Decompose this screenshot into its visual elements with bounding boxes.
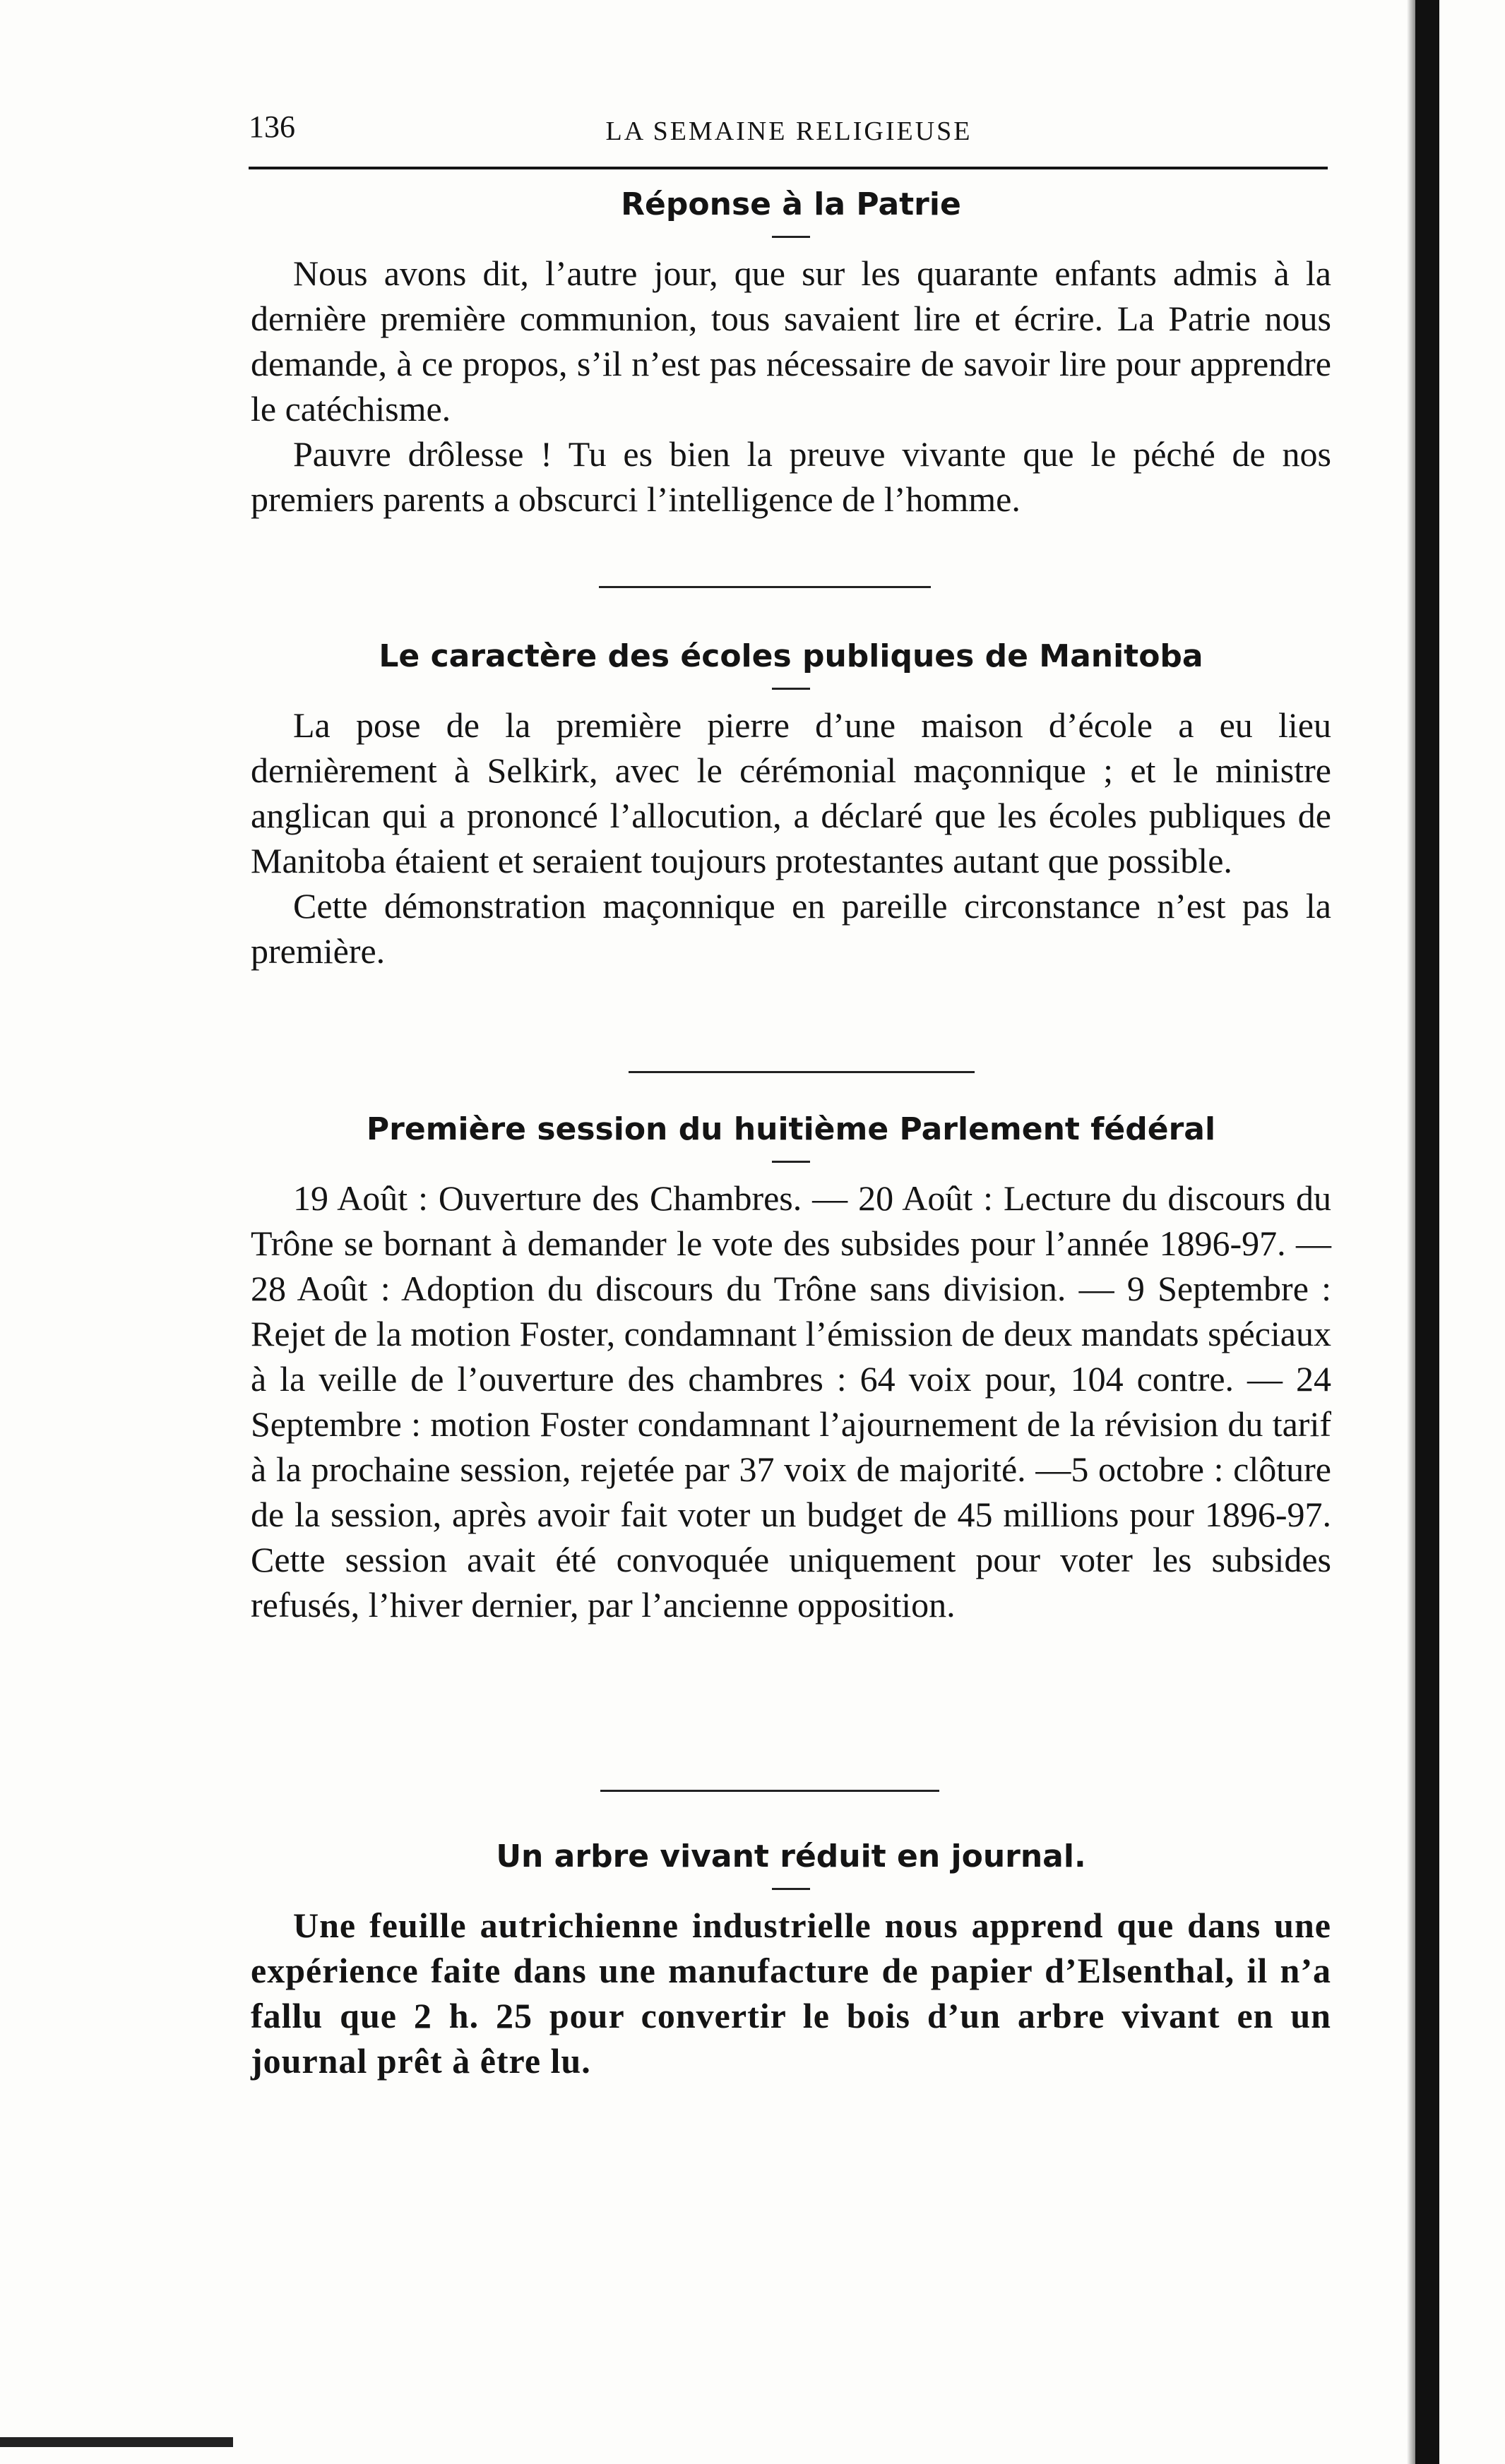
title-dash (772, 1161, 810, 1163)
title-dash (772, 236, 810, 238)
article-paragraph: Pauvre drôlesse ! Tu es bien la preuve vivante que le péché de nos premiers parents a obscurci l’intelligence de l’homme. (251, 434, 1331, 519)
article-reponse-patrie (251, 184, 1331, 522)
section-separator (600, 1790, 939, 1792)
header-rule (249, 167, 1328, 169)
page-edge-scan-border (1415, 0, 1439, 2464)
section-separator (599, 586, 931, 588)
article-paragraph: Une feuille autrichienne industrielle nous apprend que dans une expérience faite dans une manufacture de papier d’Elsenthal, il n’a fallu que 2 h. 25 pour convertir le bois d’un arbre vivant en un journal prêt à être lu. (251, 1906, 1331, 2081)
article-title: Un arbre vivant réduit en journal. (496, 1838, 1086, 1874)
page-number: 136 (249, 109, 295, 144)
article-paragraph: 19 Août : Ouverture des Chambres. — 20 Août : Lecture du discours du Trône se bornant à demander le vote des subsides pour l’année 1896-97. — 28 Août : Adoption du discours du Trône sans division. — 9 Septembre : Rejet de la motion Foster, condamnant l’émission de deux mandats spéciaux à la veille de l’ouverture des chambres : 64 voix pour, 104 contre. — 24 Septembre : motion Foster condamnant l’ajournement de la révision du tarif à la prochaine session, rejetée par 37 voix de majorité. —5 octobre : clôture de la session, après avoir fait voter un budget de 45 millions pour 1896-97. Cette session avait été convoquée uniquement pour voter les subsides refusés, l’hiver dernier, par l’ancienne opposition. (251, 1178, 1331, 1625)
article-title: Première session du huitième Parlement fédéral (366, 1111, 1216, 1147)
article-arbre-journal (251, 1836, 1331, 2083)
section-separator (629, 1071, 975, 1073)
article-paragraph: Nous avons dit, l’autre jour, que sur les quarante enfants admis à la dernière première communion, tous savaient lire et écrire. La Patrie nous demande, à ce propos, s’il n’est pas nécessaire de savoir lire pour apprendre le catéchisme. (251, 253, 1331, 429)
title-dash (772, 1888, 810, 1890)
article-paragraph: La pose de la première pierre d’une maison d’école a eu lieu dernièrement à Selkirk, avec le cérémonial maçonnique ; et le ministre anglican qui a prononcé l’allocution, a déclaré que les écoles publiques de Manitoba étaient et seraient toujours protestantes autant que possible. (251, 705, 1331, 880)
page-header (249, 106, 1329, 162)
scan-bottom-mark (0, 2437, 233, 2447)
article-paragraph: Cette démonstration maçonnique en pareille circonstance n’est pas la première. (251, 886, 1331, 971)
page-edge-shadow (1407, 0, 1415, 2464)
running-title: LA SEMAINE RELIGIEUSE (605, 116, 972, 146)
article-parlement-federal (251, 1108, 1331, 1627)
article-title: Le caractère des écoles publiques de Manitoba (379, 638, 1203, 674)
article-title: Réponse à la Patrie (621, 186, 961, 222)
article-ecoles-manitoba (251, 635, 1331, 974)
title-dash (772, 688, 810, 690)
